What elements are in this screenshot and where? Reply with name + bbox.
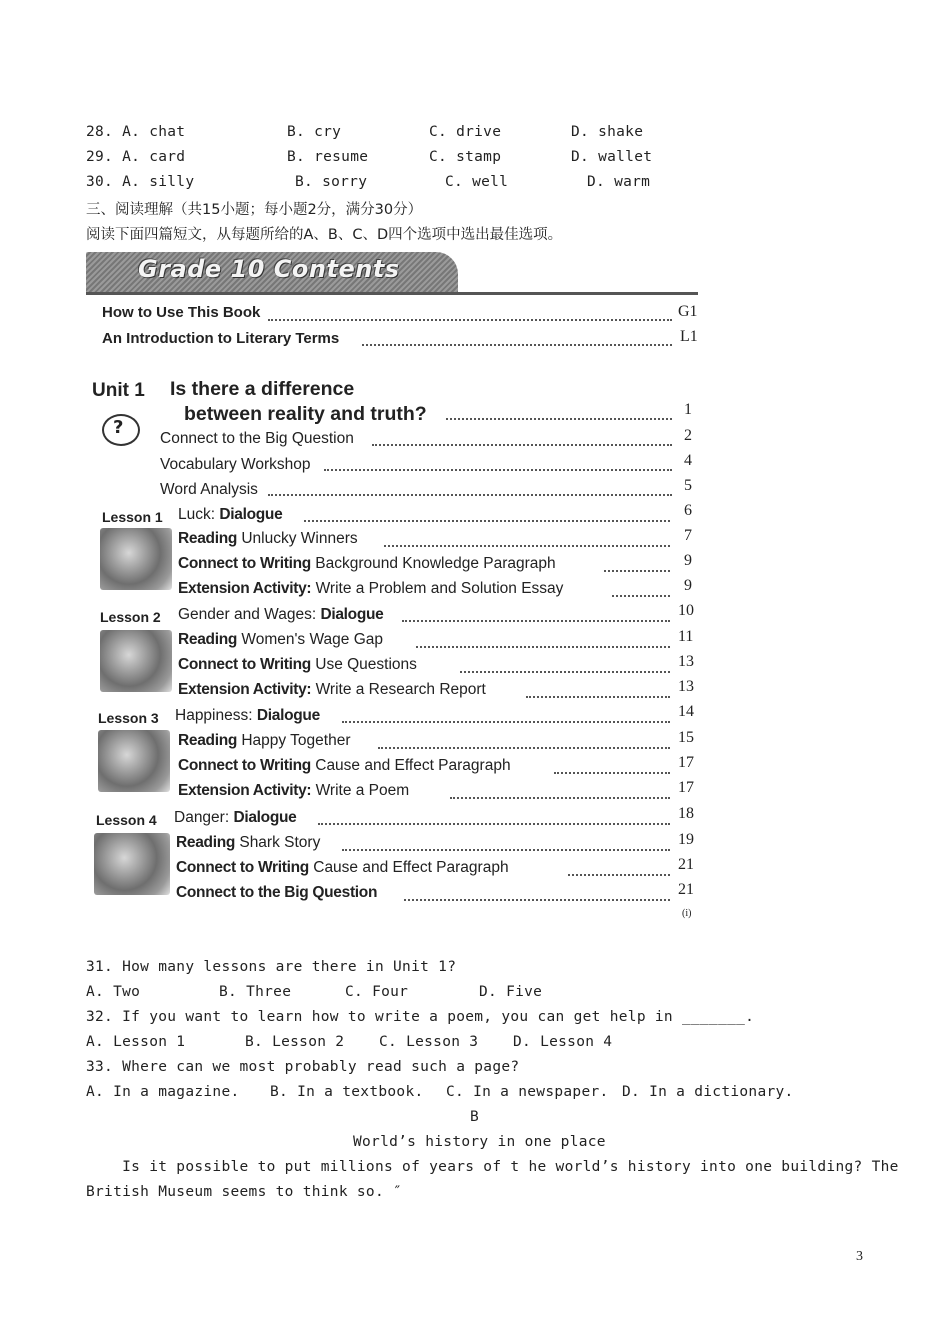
toc-front-page: G1 — [678, 303, 698, 320]
toc-item-page: 4 — [684, 452, 692, 469]
leader-dots — [404, 899, 670, 901]
lesson-4-reading: Reading Shark Story — [176, 834, 321, 851]
q33-option-a: A. In a magazine. — [86, 1084, 240, 1100]
lesson-4-dialogue-page: 18 — [678, 805, 694, 822]
q28-option-d: D. shake — [571, 124, 644, 140]
leader-dots — [526, 696, 670, 698]
lesson-1-reading: Reading Unlucky Winners — [178, 530, 358, 547]
passage-line-1: Is it possible to put millions of years of t he world’s history into one building? The — [86, 1159, 899, 1175]
lesson-1-dialogue: Luck: Dialogue — [178, 506, 283, 523]
leader-dots — [342, 849, 670, 851]
leader-dots — [612, 595, 670, 597]
lesson-2-writing: Connect to Writing Use Questions — [178, 656, 417, 673]
lesson-2-reading: Reading Women's Wage Gap — [178, 631, 384, 648]
leader-dots — [450, 797, 670, 799]
leader-dots — [402, 620, 670, 622]
q32-option-b: B. Lesson 2 — [245, 1034, 345, 1050]
lesson-2-dialogue: Gender and Wages: Dialogue — [178, 606, 384, 623]
lesson-4-writing: Connect to Writing Cause and Effect Paragraph — [176, 859, 509, 876]
lesson-1-writing: Connect to Writing Background Knowledge Paragraph — [178, 555, 556, 572]
lesson-1-photo — [100, 528, 172, 590]
q33-option-b: B. In a textbook. — [270, 1084, 424, 1100]
q29-option-c: C. stamp — [429, 149, 502, 165]
q33-stem: 33. Where can we most probably read such a page? — [86, 1059, 520, 1075]
lesson-2-writing-page: 13 — [678, 653, 694, 670]
lesson-2-label: Lesson 2 — [100, 609, 161, 625]
q33-option-d: D. In a dictionary. — [622, 1084, 794, 1100]
toc-item-vocabulary: Vocabulary Workshop — [160, 456, 311, 473]
section-instruction: 阅读下面四篇短文，从每题所给的A、B、C、D四个选项中选出最佳选项。 — [86, 227, 563, 243]
contents-footer-mark: (i) — [682, 908, 692, 919]
lesson-4-reading-page: 19 — [678, 831, 694, 848]
toc-front-how-to-use: How to Use This Book — [102, 304, 261, 321]
lesson-3-reading-page: 15 — [678, 729, 694, 746]
leader-dots — [318, 823, 670, 825]
unit-title-line2: between reality and truth? — [184, 403, 427, 425]
lesson-1-writing-page: 9 — [684, 552, 692, 569]
lesson-3-extension-page: 17 — [678, 779, 694, 796]
lesson-3-dialogue-page: 14 — [678, 703, 694, 720]
section-heading: 三、阅读理解（共15小题；每小题2分，满分30分） — [86, 202, 423, 218]
unit-title-line1: Is there a difference — [170, 378, 355, 400]
toc-item-page: 2 — [684, 427, 692, 444]
q33-option-c: C. In a newspaper. — [446, 1084, 609, 1100]
toc-item-page: 5 — [684, 477, 692, 494]
lesson-3-writing: Connect to Writing Cause and Effect Paragraph — [178, 757, 511, 774]
leader-dots — [268, 494, 672, 496]
lesson-3-label: Lesson 3 — [98, 710, 159, 726]
q32-option-d: D. Lesson 4 — [513, 1034, 613, 1050]
lesson-4-label: Lesson 4 — [96, 812, 157, 828]
q29-option-a: 29. A. card — [86, 149, 186, 165]
lesson-2-reading-page: 11 — [678, 628, 694, 645]
toc-front-page: L1 — [680, 328, 698, 345]
lesson-4-big-question-page: 21 — [678, 881, 694, 898]
toc-item-big-question: Connect to the Big Question — [160, 430, 354, 447]
lesson-1-extension: Extension Activity: Write a Problem and Solution Essay — [178, 580, 564, 597]
lesson-3-photo — [98, 730, 170, 792]
contents-title: Grade 10 Contents — [138, 255, 400, 283]
lesson-3-dialogue: Happiness: Dialogue — [175, 707, 320, 724]
q29-option-b: B. resume — [287, 149, 369, 165]
leader-dots — [342, 721, 670, 723]
leader-dots — [372, 444, 672, 446]
lesson-4-writing-page: 21 — [678, 856, 694, 873]
unit-page: 1 — [684, 401, 692, 418]
leader-dots — [604, 570, 670, 572]
big-question-icon: ? — [102, 414, 140, 446]
lesson-4-photo — [94, 833, 170, 895]
q29-option-d: D. wallet — [571, 149, 653, 165]
lesson-1-dialogue-page: 6 — [684, 502, 692, 519]
passage-letter: B — [470, 1109, 480, 1125]
lesson-4-dialogue: Danger: Dialogue — [174, 809, 297, 826]
leader-dots — [268, 319, 672, 321]
leader-dots — [568, 874, 670, 876]
passage-line-2: British Museum seems to think so. ″ — [86, 1184, 403, 1200]
q30-option-d: D. warm — [587, 174, 651, 190]
leader-dots — [384, 545, 670, 547]
leader-dots — [324, 469, 672, 471]
leader-dots — [378, 747, 670, 749]
lesson-2-extension-page: 13 — [678, 678, 694, 695]
leader-dots — [304, 520, 670, 522]
lesson-2-photo — [100, 630, 172, 692]
q30-option-a: 30. A. silly — [86, 174, 195, 190]
lesson-1-reading-page: 7 — [684, 527, 692, 544]
q28-option-a: 28. A. chat — [86, 124, 186, 140]
contents-figure — [86, 248, 702, 923]
q31-option-d: D. Five — [479, 984, 543, 1000]
q31-option-a: A. Two — [86, 984, 141, 1000]
leader-dots — [416, 646, 670, 648]
leader-dots — [460, 671, 670, 673]
leader-dots — [554, 772, 670, 774]
lesson-4-big-question: Connect to the Big Question — [176, 884, 378, 901]
lesson-3-writing-page: 17 — [678, 754, 694, 771]
q30-option-b: B. sorry — [295, 174, 368, 190]
q31-option-c: C. Four — [345, 984, 409, 1000]
lesson-1-label: Lesson 1 — [102, 509, 163, 525]
q30-option-c: C. well — [445, 174, 509, 190]
lesson-2-dialogue-page: 10 — [678, 602, 694, 619]
q32-option-c: C. Lesson 3 — [379, 1034, 479, 1050]
leader-dots — [362, 344, 672, 346]
unit-label: Unit 1 — [92, 380, 145, 401]
q31-stem: 31. How many lessons are there in Unit 1? — [86, 959, 457, 975]
lesson-3-extension: Extension Activity: Write a Poem — [178, 782, 410, 799]
toc-item-word-analysis: Word Analysis — [160, 481, 258, 498]
lesson-3-reading: Reading Happy Together — [178, 732, 351, 749]
q31-option-b: B. Three — [219, 984, 292, 1000]
q28-option-c: C. drive — [429, 124, 502, 140]
toc-front-literary-terms: An Introduction to Literary Terms — [102, 330, 340, 347]
lesson-2-extension: Extension Activity: Write a Research Report — [178, 681, 486, 698]
page-number: 3 — [856, 1249, 863, 1264]
lesson-1-extension-page: 9 — [684, 577, 692, 594]
passage-title: World’s history in one place — [353, 1134, 606, 1150]
leader-dots — [446, 418, 672, 420]
q28-option-b: B. cry — [287, 124, 342, 140]
q32-option-a: A. Lesson 1 — [86, 1034, 186, 1050]
banner-rule — [86, 292, 698, 295]
q32-stem: 32. If you want to learn how to write a poem, you can get help in _______. — [86, 1009, 755, 1025]
